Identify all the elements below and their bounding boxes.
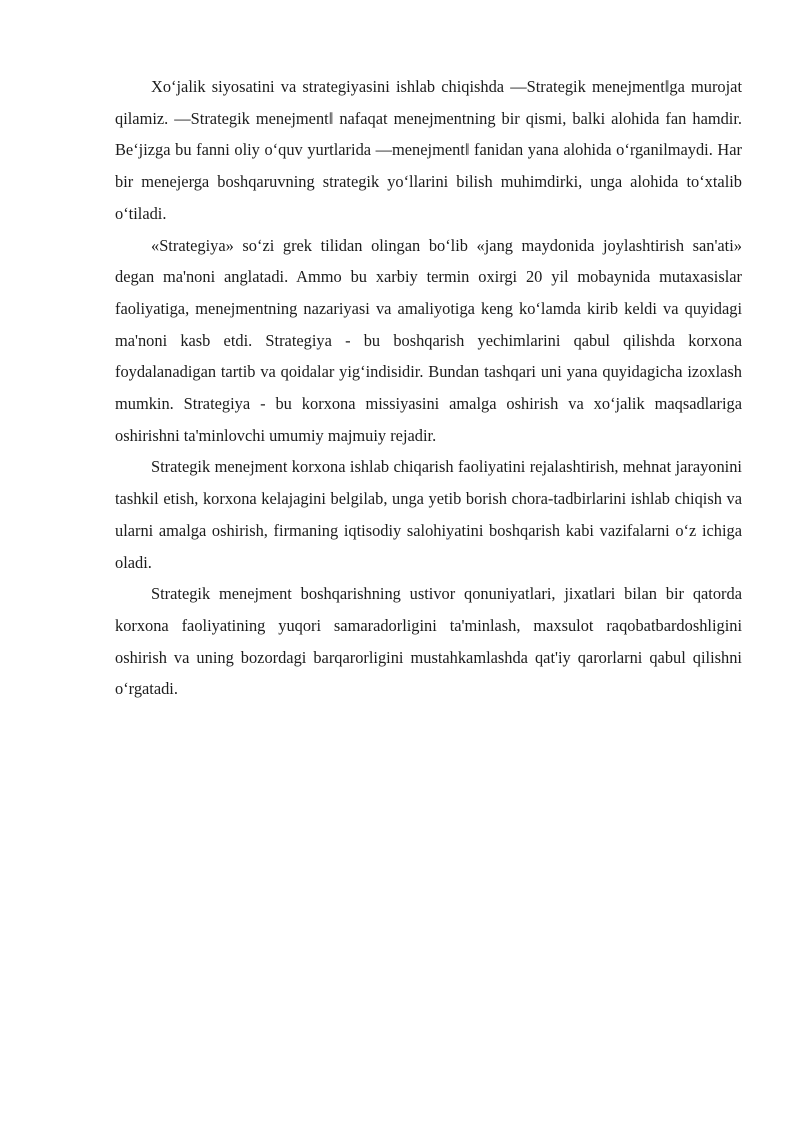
paragraph-3: Strategik menejment korxona ishlab chiqarish faoliyatini rejalashtirish, mehnat jarayonini tashkil etish, korxona kelajagini belgilab, unga yetib borish chora-tadbirlarini ishlab chiqish va ularni amalga oshirish, firmaning iqtisodiy salohiyatini boshqarish kabi vazifalarni o‘z ichiga oladi. xyxy=(115,457,742,572)
paragraph-1: Xo‘jalik siyosatini va strategiyasini ishlab chiqishda ―Strategik menejmentǁga murojat qilamiz. ―Strategik menejmentǁ nafaqat menejmentning bir qismi, balki alohida fan hamdir. Be‘jizga bu fanni oliy o‘quv yurtlarida ―menejmentǁ fanidan yana alohida o‘rganilmaydi. Har bir menejerga boshqaruvning strategik yo‘llarini bilish muhimdirki, unga alohida to‘xtalib o‘tiladi. xyxy=(115,77,742,223)
paragraph-4: Strategik menejment boshqarishning ustivor qonuniyatlari, jixatlari bilan bir qatorda korxona faoliyatining yuqori samaradorligini ta'minlash, maxsulot raqobatbardoshligini oshirish va uning bozordagi barqarorligini mustahkamlashda qat'iy qarorlarni qabul qilishni o‘rgatadi. xyxy=(115,584,742,699)
document-body xyxy=(115,71,742,705)
paragraph-2: «Strategiya» so‘zi grek tilidan olingan bo‘lib «jang maydonida joylashtirish san'ati» degan ma'noni anglatadi. Ammo bu xarbiy termin oxirgi 20 yil mobaynida mutaxasislar faoliyatiga, menejmentning nazariyasi va amaliyotiga keng ko‘lamda kirib keldi va quyidagi ma'noni kasb etdi. Strategiya - bu boshqarish yechimlarini qabul qilishda korxona foydalanadigan tartib va qoidalar yig‘indisidir. Bundan tashqari uni yana quyidagicha izoxlash mumkin. Strategiya - bu korxona missiyasini amalga oshirish va xo‘jalik maqsadlariga oshirishni ta'minlovchi umumiy majmuiy rejadir. xyxy=(115,235,742,445)
